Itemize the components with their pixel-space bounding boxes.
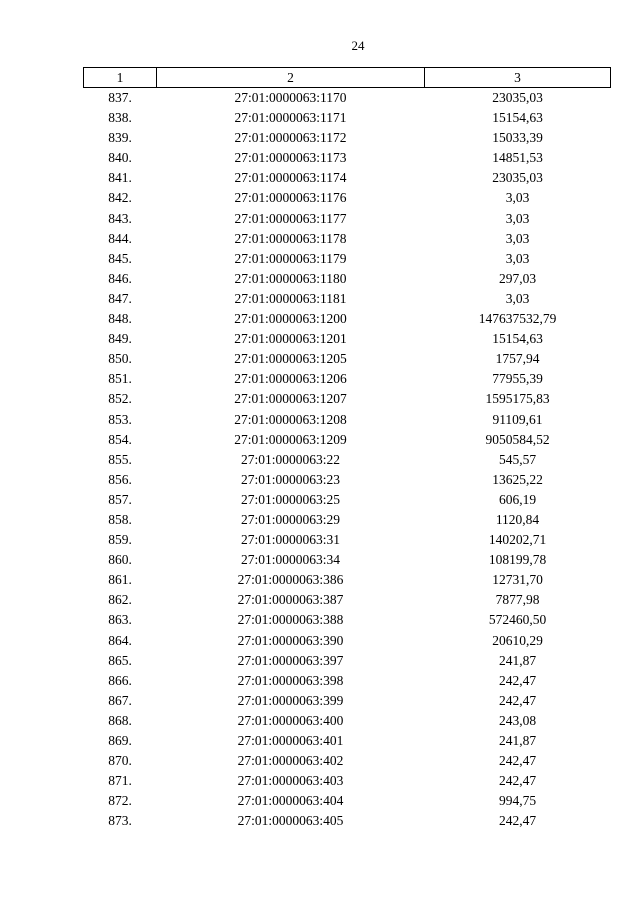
row-number: 840. xyxy=(108,150,132,166)
row-number: 861. xyxy=(108,572,132,588)
cadastral-number: 27:01:0000063:387 xyxy=(237,592,344,608)
cadastral-number: 27:01:0000063:401 xyxy=(237,733,344,748)
table-header xyxy=(84,68,611,88)
table-row xyxy=(84,470,611,490)
value: 15154,63 xyxy=(492,110,543,126)
row-number: 841. xyxy=(108,170,132,186)
value: 606,19 xyxy=(498,491,537,507)
cadastral-number: 27:01:0000063:25 xyxy=(240,491,340,507)
cadastral-number: 27:01:0000063:31 xyxy=(240,532,340,548)
value: 572460,50 xyxy=(488,612,547,628)
table-row xyxy=(84,610,611,630)
row-number: 846. xyxy=(108,270,132,286)
cadastral-number: 27:01:0000063:404 xyxy=(237,793,344,809)
row-number: 853. xyxy=(108,411,132,427)
table-row xyxy=(84,369,611,389)
table-row xyxy=(84,88,611,109)
row-number: 842. xyxy=(108,190,132,206)
table-row xyxy=(84,791,611,811)
cadastral-number: 27:01:0000063:1208 xyxy=(234,411,347,427)
cadastral-number: 27:01:0000063:1174 xyxy=(234,170,347,186)
cadastral-number: 27:01:0000063:405 xyxy=(237,813,344,829)
row-number: 849. xyxy=(108,331,132,347)
column-header-2: 2 xyxy=(157,68,425,88)
table-row xyxy=(84,771,611,791)
value: 12731,70 xyxy=(492,572,543,588)
table-row xyxy=(84,289,611,309)
table-row xyxy=(84,651,611,671)
table-row xyxy=(84,168,611,188)
row-number: 858. xyxy=(108,511,132,527)
row-number: 838. xyxy=(108,110,132,126)
value: 241,87 xyxy=(498,733,537,748)
value: 23035,03 xyxy=(492,170,543,186)
cadastral-number: 27:01:0000063:23 xyxy=(240,471,340,487)
column-header-3: 3 xyxy=(425,68,611,88)
cadastral-number: 27:01:0000063:1181 xyxy=(234,290,347,306)
table-row xyxy=(84,510,611,530)
row-number: 848. xyxy=(108,311,132,327)
cadastral-number: 27:01:0000063:390 xyxy=(237,632,344,648)
table-row xyxy=(84,148,611,168)
cadastral-number: 27:01:0000063:1178 xyxy=(234,230,347,246)
row-number: 873. xyxy=(108,813,132,829)
cadastral-number: 27:01:0000063:1176 xyxy=(234,190,347,206)
value: 108199,78 xyxy=(488,552,547,568)
cadastral-number: 27:01:0000063:1177 xyxy=(234,210,347,226)
row-number: 844. xyxy=(108,230,132,246)
row-number: 860. xyxy=(108,552,132,568)
parcel-table-container xyxy=(83,67,610,831)
value: 1595175,83 xyxy=(485,391,550,407)
value: 14851,53 xyxy=(492,150,543,166)
value: 242,47 xyxy=(498,692,537,708)
row-number: 857. xyxy=(108,491,132,507)
cadastral-number: 27:01:0000063:1207 xyxy=(234,391,347,407)
value: 242,47 xyxy=(498,773,537,789)
column-header-1: 1 xyxy=(84,68,157,88)
cadastral-number: 27:01:0000063:22 xyxy=(240,451,340,467)
cadastral-number: 27:01:0000063:400 xyxy=(237,712,344,728)
row-number: 866. xyxy=(108,672,132,688)
value: 243,08 xyxy=(498,712,537,728)
row-number: 859. xyxy=(108,532,132,548)
cadastral-number: 27:01:0000063:1200 xyxy=(234,311,347,327)
page-number: 24 xyxy=(351,38,365,53)
table-row xyxy=(84,209,611,229)
value: 7877,98 xyxy=(495,592,540,608)
cadastral-number: 27:01:0000063:403 xyxy=(237,773,344,789)
value: 9050584,52 xyxy=(485,431,550,447)
table-row xyxy=(84,229,611,249)
table-row xyxy=(84,550,611,570)
value: 1757,94 xyxy=(495,351,540,367)
cadastral-number: 27:01:0000063:1180 xyxy=(234,270,347,286)
value: 994,75 xyxy=(498,793,537,809)
cadastral-number: 27:01:0000063:1206 xyxy=(234,371,347,387)
table-row xyxy=(84,309,611,329)
row-number: 871. xyxy=(108,773,132,789)
table-row xyxy=(84,329,611,349)
table-row xyxy=(84,691,611,711)
value: 3,03 xyxy=(505,190,530,206)
table-row xyxy=(84,349,611,369)
table-row xyxy=(84,128,611,148)
value: 241,87 xyxy=(498,652,537,668)
table-row xyxy=(84,631,611,651)
cadastral-number: 27:01:0000063:386 xyxy=(237,572,344,588)
table-row xyxy=(84,731,611,751)
cadastral-number: 27:01:0000063:397 xyxy=(237,652,344,668)
table-row xyxy=(84,108,611,128)
cadastral-number: 27:01:0000063:1179 xyxy=(234,250,347,266)
row-number: 851. xyxy=(108,371,132,387)
row-number: 850. xyxy=(108,351,132,367)
table-row xyxy=(84,269,611,289)
cadastral-number: 27:01:0000063:1209 xyxy=(234,431,347,447)
cadastral-number: 27:01:0000063:1173 xyxy=(234,150,347,166)
value: 77955,39 xyxy=(492,371,543,387)
table-row xyxy=(84,430,611,450)
row-number: 870. xyxy=(108,753,132,769)
value: 1120,84 xyxy=(495,511,540,527)
row-number: 843. xyxy=(108,210,132,226)
value: 3,03 xyxy=(505,230,530,246)
row-number: 837. xyxy=(108,90,132,105)
value: 242,47 xyxy=(498,753,537,769)
cadastral-number: 27:01:0000063:34 xyxy=(240,552,340,568)
row-number: 854. xyxy=(108,431,132,447)
value: 3,03 xyxy=(505,290,530,306)
table-body xyxy=(84,88,611,832)
cadastral-number: 27:01:0000063:402 xyxy=(237,753,344,769)
row-number: 855. xyxy=(108,451,132,467)
row-number: 869. xyxy=(108,733,132,748)
value: 147637532,79 xyxy=(478,311,557,327)
value: 15154,63 xyxy=(492,331,543,347)
cadastral-number: 27:01:0000063:29 xyxy=(240,511,340,527)
cadastral-number: 27:01:0000063:1170 xyxy=(234,90,347,105)
table-row xyxy=(84,570,611,590)
value: 23035,03 xyxy=(492,90,543,105)
table-row xyxy=(84,590,611,610)
cadastral-number: 27:01:0000063:388 xyxy=(237,612,344,628)
row-number: 847. xyxy=(108,290,132,306)
table-row xyxy=(84,450,611,470)
row-number: 856. xyxy=(108,471,132,487)
value: 545,57 xyxy=(498,451,537,467)
cadastral-number: 27:01:0000063:398 xyxy=(237,672,344,688)
row-number: 863. xyxy=(108,612,132,628)
row-number: 839. xyxy=(108,130,132,146)
table-row xyxy=(84,711,611,731)
value: 15033,39 xyxy=(492,130,543,146)
table-row xyxy=(84,811,611,831)
table-row xyxy=(84,671,611,691)
table-row xyxy=(84,530,611,550)
table-row xyxy=(84,249,611,269)
table-row xyxy=(84,389,611,409)
table-row xyxy=(84,410,611,430)
value: 3,03 xyxy=(505,250,530,266)
value: 20610,29 xyxy=(492,632,543,648)
cadastral-number: 27:01:0000063:1171 xyxy=(234,110,347,126)
value: 140202,71 xyxy=(488,532,547,548)
table-row xyxy=(84,188,611,208)
parcel-table xyxy=(83,67,611,831)
row-number: 865. xyxy=(108,652,132,668)
value: 3,03 xyxy=(505,210,530,226)
row-number: 845. xyxy=(108,250,132,266)
row-number: 872. xyxy=(108,793,132,809)
value: 242,47 xyxy=(498,813,537,829)
cadastral-number: 27:01:0000063:1201 xyxy=(234,331,347,347)
table-row xyxy=(84,490,611,510)
header-row xyxy=(84,68,611,88)
cadastral-number: 27:01:0000063:1172 xyxy=(234,130,347,146)
cadastral-number: 27:01:0000063:399 xyxy=(237,692,344,708)
row-number: 868. xyxy=(108,712,132,728)
value: 242,47 xyxy=(498,672,537,688)
row-number: 862. xyxy=(108,592,132,608)
value: 297,03 xyxy=(498,270,537,286)
row-number: 852. xyxy=(108,391,132,407)
row-number: 867. xyxy=(108,692,132,708)
cadastral-number: 27:01:0000063:1205 xyxy=(234,351,347,367)
table-row xyxy=(84,751,611,771)
value: 91109,61 xyxy=(492,411,543,427)
value: 13625,22 xyxy=(492,471,543,487)
row-number: 864. xyxy=(108,632,132,648)
